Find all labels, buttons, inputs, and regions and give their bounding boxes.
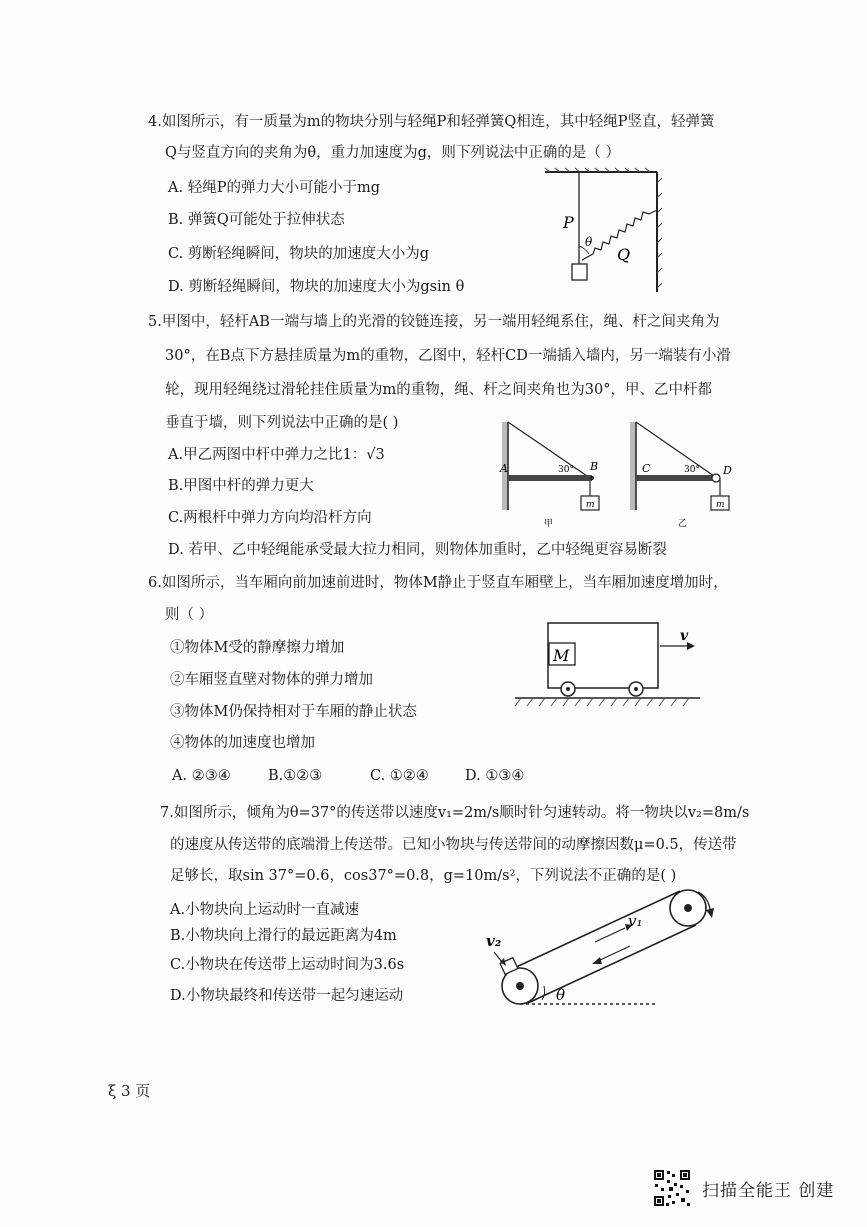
q4-label-theta: θ [585,235,593,249]
q5-label-d: D [723,464,732,477]
q7-option-b: B.小物块向上滑行的最远距离为4m [170,928,397,944]
q5-label-a: A [500,462,508,475]
q6-label-m: M [553,646,570,665]
q5-figure-yi [628,420,748,530]
q5-label-b: B [590,460,599,473]
q5-option-d: D. 若甲、乙中轻绳能承受最大拉力相同，则物体加重时，乙中轻绳更容易断裂 [168,542,667,558]
q6-item-4: ④物体的加速度也增加 [170,735,315,751]
q7-label-v1: v₁ [628,912,643,930]
page-number: ξ 3 页 [108,1082,151,1100]
q5-mass-yi: m [716,500,725,510]
q5-label-c: C [642,462,651,475]
q4-option-d: D. 剪断轻绳瞬间，物块的加速度大小为gsin θ [168,279,465,295]
q5-stem-line3: 轮，现用轻绳绕过滑轮挂住质量为m的重物，绳、杆之间夹角也为30°，甲、乙中杆都 [165,382,712,398]
q4-stem-line2: Q与竖直方向的夹角为θ，重力加速度为g，则下列说法中正确的是（ ） [165,145,621,161]
q5-stem-line1: 5.甲图中，轻杆AB一端与墙上的光滑的铰链连接，另一端用轻绳系住，绳、杆之间夹角为 [148,314,720,330]
q6-item-1: ①物体M受的静摩擦力增加 [170,640,345,656]
q7-label-v2: v₂ [486,932,502,950]
q5-caption-yi: 乙 [678,519,688,529]
q4-label-q: Q [617,245,631,264]
q7-option-a: A.小物块向上运动时一直减速 [170,902,360,918]
q7-option-c: C.小物块在传送带上运动时间为3.6s [170,957,405,973]
q6-item-2: ②车厢竖直壁对物体的弹力增加 [170,672,373,688]
q6-choice-c: C. ①②④ [370,768,429,784]
q7-stem-line2: 的速度从传送带的底端滑上传送带。已知小物块与传送带间的动摩擦因数μ=0.5，传送带 [170,837,737,853]
scanner-text: 扫描全能王 创建 [702,1180,835,1201]
q6-figure [515,618,715,728]
q5-option-a: A.甲乙两图中杆中弹力之比1：√3 [168,447,385,463]
q6-choice-b: B.①②③ [268,768,323,784]
q7-stem-line3: 足够长，取sin 37°=0.6，cos37°=0.8，g=10m/s²，下列说法不正确的是( ) [170,868,677,884]
q6-stem-line2: 则（ ） [165,607,214,623]
q7-figure [480,880,720,1015]
q4-label-p: P [563,213,574,232]
q4-option-c: C. 剪断轻绳瞬间，物块的加速度大小为g [168,246,430,262]
q7-option-d: D.小物块最终和传送带一起匀速运动 [170,988,404,1004]
q5-mass-jia: m [586,500,595,510]
q7-stem-line1: 7.如图所示，倾角为θ=37°的传送带以速度v₁=2m/s顺时针匀速转动。将一物块以v₂=8m/s [160,805,750,821]
q4-option-b: B. 弹簧Q可能处于拉伸状态 [168,212,345,228]
q5-stem-line4: 垂直于墙，则下列说法中正确的是( ) [165,415,399,431]
q5-figure-jia [500,420,610,530]
q6-label-v: v [680,628,689,644]
q5-caption-jia: 甲 [544,519,554,529]
q4-option-a: A. 轻绳P的弹力大小可能小于mg [168,180,380,196]
q4-figure [545,168,675,298]
q4-stem-line1: 4.如图所示，有一质量为m的物块分别与轻绳P和轻弹簧Q相连，其中轻绳P竖直，轻弹簧 [148,114,715,130]
q6-stem-line1: 6.如图所示，当车厢向前加速前进时，物体M静止于竖直车厢壁上，当车厢加速度增加时， [148,575,728,591]
q7-label-theta: θ [556,986,566,1004]
q6-item-3: ③物体M仍保持相对于车厢的静止状态 [170,704,417,720]
q6-choice-a: A. ②③④ [172,768,231,784]
q5-option-b: B.甲图中杆的弹力更大 [168,478,314,494]
q5-option-c: C.两根杆中弹力方向均沿杆方向 [168,510,372,526]
qr-code-icon [652,1168,692,1208]
q6-choice-d: D. ①③④ [465,768,525,784]
q5-angle-yi: 30° [684,465,700,475]
scanner-watermark [652,1168,834,1208]
q5-angle-jia: 30° [558,465,574,475]
q5-stem-line2: 30°，在B点下方悬挂质量为m的重物，乙图中，轻杆CD一端插入墙内，另一端装有小滑 [165,348,731,364]
